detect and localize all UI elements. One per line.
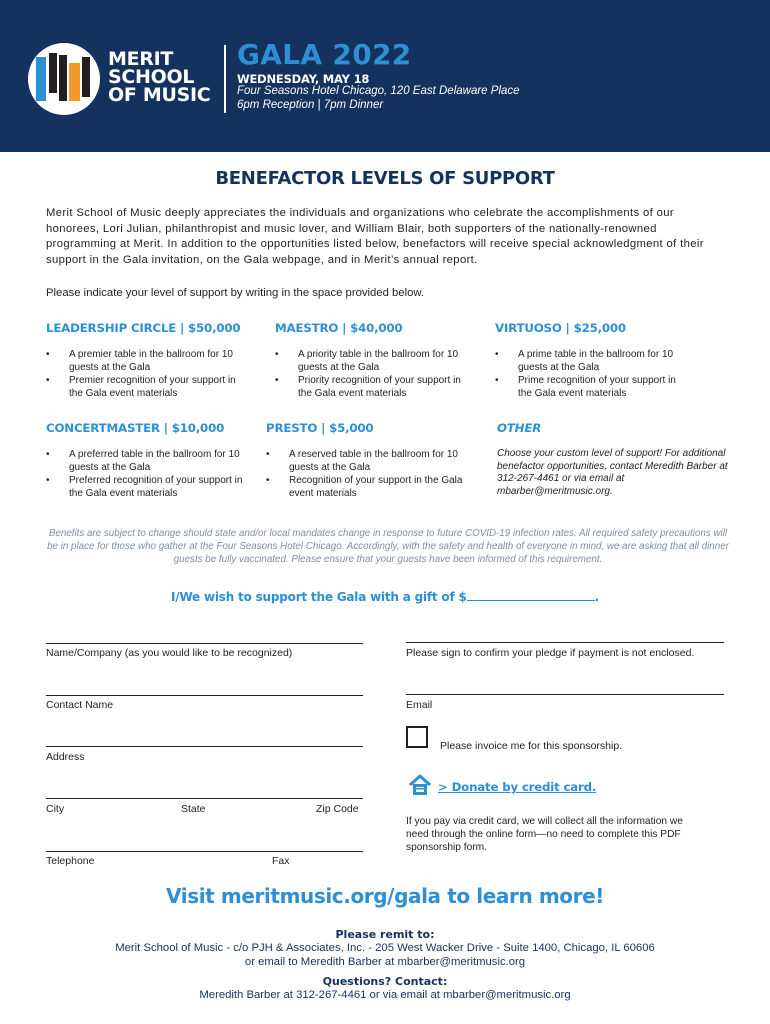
gift-amount-field[interactable] — [467, 589, 595, 601]
covid-disclaimer: Benefits are subject to change should state and/or local mandates change in response to future COVID-19 infection rates. All required safety precautions will be in place for those who gather at the Four Seasons Hotel Chicago. Accordingly, with the safety and health of everyone in mind, we are asking that all dinner guests be fully vaccinated. Please ensure that your guests have been informed of this requirement. — [47, 528, 729, 565]
phone-fax-field[interactable] — [46, 851, 363, 852]
state-label: State — [181, 803, 206, 815]
gift-pledge-line — [0, 589, 770, 604]
invoice-label: Please invoice me for this sponsorship. — [440, 740, 623, 752]
event-title: GALA 2022 — [237, 38, 412, 71]
zip-label: Zip Code — [316, 803, 359, 815]
piano-keys-logo — [28, 43, 100, 115]
email-field[interactable] — [406, 694, 724, 695]
tier-presto: PRESTO | $5,000 — [266, 421, 374, 435]
tier-presto-benefits — [266, 448, 466, 500]
tier-maestro-benefits — [275, 348, 470, 400]
telephone-label: Telephone — [46, 855, 95, 867]
list-item: • Recognition of your support in the Gala event materials — [266, 474, 466, 500]
signature-field[interactable] — [406, 642, 724, 643]
contact-field[interactable] — [46, 695, 363, 696]
list-item: • Preferred recognition of your support in the Gala event materials — [46, 474, 244, 500]
tier-other-text: Choose your custom level of support! For additional benefactor opportunities, contact Meredith Barber at 312-267-4461 or via email at mbarber@meritmusic.org. — [497, 448, 728, 497]
gift-pledge-suffix: . — [594, 590, 599, 604]
list-item: • A prime table in the ballroom for 10 guests at the Gala — [495, 348, 690, 374]
event-venue: Four Seasons Hotel Chicago, 120 East Delaware Place — [237, 85, 520, 97]
list-item: • Priority recognition of your support in the Gala event materials — [275, 374, 470, 400]
tier-other: OTHER — [497, 421, 542, 435]
fax-label: Fax — [272, 855, 290, 867]
tier-leadership-circle: LEADERSHIP CIRCLE | $50,000 — [46, 321, 241, 335]
city-label: City — [46, 803, 65, 815]
tier-maestro: MAESTRO | $40,000 — [275, 321, 403, 335]
list-item: • A reserved table in the ballroom for 10 guests at the Gala — [266, 448, 466, 474]
event-date: WEDNESDAY, MAY 18 — [237, 72, 370, 86]
contact-label: Contact Name — [46, 699, 114, 711]
questions-contact: Meredith Barber at 312-267-4461 or via email at mbarber@meritmusic.org — [199, 989, 571, 1001]
tier-concertmaster-benefits — [46, 448, 244, 500]
visit-website-link[interactable]: Visit meritmusic.org/gala to learn more! — [166, 884, 604, 908]
address-field[interactable] — [46, 746, 363, 747]
remit-heading: Please remit to: — [335, 928, 435, 941]
intro-paragraph: Merit School of Music deeply appreciates the individuals and organizations who celebrate the accomplishments of our honorees, Lori Julian, philanthropist and music lover, and William Blair, both supporters of the nationally-renowned programming at Merit. In addition to the opportunities listed below, benefactors will receive special acknowledgment of their support in the Gala invitation, on the Gala webpage, and in Merit’s annual report. — [46, 207, 704, 266]
header-banner — [0, 0, 770, 152]
remit-address: Merit School of Music - c/o PJH & Associates, Inc. - 205 West Wacker Drive - Suite 1400, Chicago, IL 60606 — [115, 942, 655, 954]
tier-virtuoso: VIRTUOSO | $25,000 — [495, 321, 626, 335]
section-title: BENEFACTOR LEVELS OF SUPPORT — [215, 168, 555, 189]
list-item: • Premier recognition of your support in the Gala event materials — [46, 374, 244, 400]
tier-virtuoso-benefits — [495, 348, 690, 400]
donate-credit-card-link[interactable]: > Donate by credit card. — [438, 780, 597, 794]
header-divider — [224, 45, 226, 113]
questions-heading: Questions? Contact: — [322, 975, 448, 988]
remit-email: or email to Meredith Barber at mbarber@meritmusic.org — [244, 956, 526, 968]
list-item: • Prime recognition of your support in the Gala event materials — [495, 374, 690, 400]
logo-wordmark: MERIT SCHOOL OF MUSIC — [108, 48, 211, 106]
list-item: • A premier table in the ballroom for 10 guests at the Gala — [46, 348, 244, 374]
list-item: • A priority table in the ballroom for 10 guests at the Gala — [275, 348, 470, 374]
email-label: Email — [406, 699, 433, 711]
name-label: Name/Company (as you would like to be recognized) — [46, 647, 293, 659]
instruction-text: Please indicate your level of support by writing in the space provided below. — [46, 287, 425, 299]
tier-concertmaster: CONCERTMASTER | $10,000 — [46, 421, 225, 435]
name-field[interactable] — [46, 643, 363, 644]
tier-leadership-benefits — [46, 348, 244, 400]
invoice-checkbox[interactable] — [406, 726, 428, 748]
city-state-zip-field[interactable] — [46, 798, 363, 799]
credit-card-house-icon[interactable] — [408, 773, 432, 797]
address-label: Address — [46, 751, 85, 763]
gift-pledge-text: I/We wish to support the Gala with a gift of $ — [171, 590, 467, 604]
signature-label: Please sign to confirm your pledge if payment is not enclosed. — [406, 647, 695, 659]
credit-card-note: If you pay via credit card, we will collect all the information we need through the online form—no need to complete this PDF sponsorship form. — [406, 816, 683, 853]
event-time: 6pm Reception | 7pm Dinner — [237, 99, 384, 111]
list-item: • A preferred table in the ballroom for 10 guests at the Gala — [46, 448, 244, 474]
